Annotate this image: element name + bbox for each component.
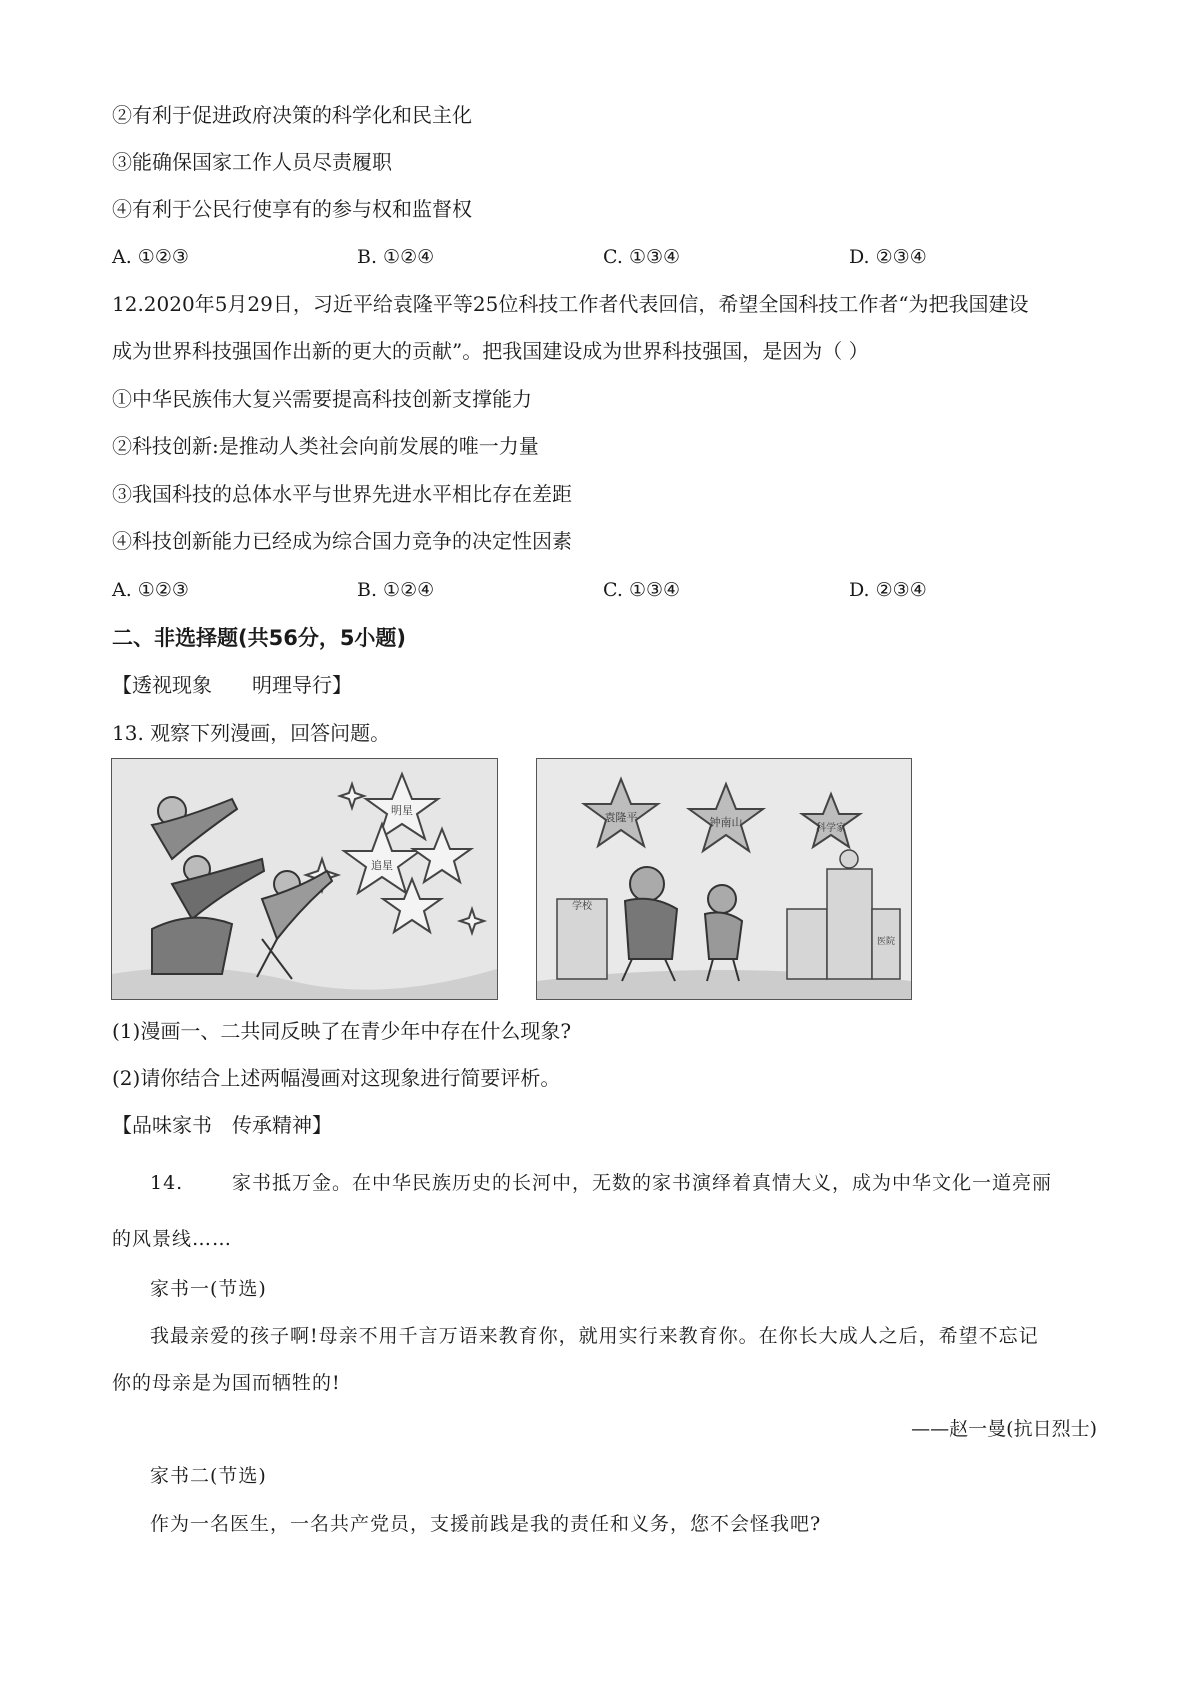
letter-2-title: 家书二(节选) bbox=[150, 1465, 267, 1487]
q14-stem-line-1: 家书抵万金。在中华民族历史的长河中，无数的家书演绎着真情大义，成为中华文化一道亮丽 bbox=[232, 1172, 1053, 1194]
section-tag-2: 【品味家书 传承精神】 bbox=[112, 1113, 332, 1137]
q11-statement-4: ④有利于公民行使享有的参与权和监督权 bbox=[112, 197, 472, 221]
comic-one-label-star: 追星 bbox=[371, 859, 393, 872]
q12-stem-line-2: 成为世界科技强国作出新的更大的贡献”。把我国建设成为世界科技强国，是因为（ ） bbox=[112, 339, 869, 363]
q12-statement-2: ②科技创新:是推动人类社会向前发展的唯一力量 bbox=[112, 434, 539, 458]
q12-option-d: D. ②③④ bbox=[849, 579, 927, 601]
comic-two-label-school: 学校 bbox=[572, 901, 592, 912]
section-tag-1: 【透视现象 明理导行】 bbox=[112, 673, 352, 697]
q11-statement-3: ③能确保国家工作人员尽责履职 bbox=[112, 150, 392, 174]
comic-one-illustration bbox=[112, 759, 497, 999]
comic-two-label-star: 钟南山 bbox=[709, 816, 743, 829]
q12-statement-1: ①中华民族伟大复兴需要提高科技创新支撑能力 bbox=[112, 387, 532, 411]
q13-stem: 13. 观察下列漫画，回答问题。 bbox=[112, 721, 391, 745]
comic-one bbox=[111, 758, 498, 1000]
q11-option-a: A. ①②③ bbox=[112, 246, 189, 268]
letter-1-title: 家书一(节选) bbox=[150, 1278, 267, 1300]
q13-sub-question-1: (1)漫画一、二共同反映了在青少年中存在什么现象? bbox=[112, 1019, 572, 1043]
letter-1-line-1: 我最亲爱的孩子啊!母亲不用千言万语来教育你，就用实行来教育你。在你长大成人之后，希望不忘记 bbox=[150, 1325, 1039, 1347]
q14-stem-line-2: 的风景线…… bbox=[112, 1228, 233, 1250]
q12-statement-4: ④科技创新能力已经成为综合国力竞争的决定性因素 bbox=[112, 529, 572, 553]
q14-number: 14. bbox=[150, 1172, 184, 1194]
q11-option-c: C. ①③④ bbox=[603, 246, 681, 268]
q11-option-d: D. ②③④ bbox=[849, 246, 927, 268]
q11-statement-2: ②有利于促进政府决策的科学化和民主化 bbox=[112, 103, 472, 127]
q12-option-b: B. ①②④ bbox=[357, 579, 435, 601]
comic-two-label-hospital: 医院 bbox=[876, 937, 896, 947]
letter-1-line-2: 你的母亲是为国而牺牲的! bbox=[112, 1372, 341, 1394]
q12-option-a: A. ①②③ bbox=[112, 579, 189, 601]
comic-two bbox=[536, 758, 912, 1000]
comic-two-illustration bbox=[537, 759, 911, 999]
q11-option-b: B. ①②④ bbox=[357, 246, 435, 268]
q12-stem-line-1: 12.2020年5月29日，习近平给袁隆平等25位科技工作者代表回信，希望全国科技工作者“为把我国建设 bbox=[112, 292, 1029, 316]
comic-one-label-star: 明星 bbox=[391, 804, 413, 817]
q13-sub-question-2: (2)请你结合上述两幅漫画对这现象进行简要评析。 bbox=[112, 1066, 561, 1090]
q12-option-c: C. ①③④ bbox=[603, 579, 681, 601]
letter-2-line-1: 作为一名医生，一名共产党员，支援前践是我的责任和义务，您不会怪我吧? bbox=[150, 1513, 822, 1535]
comic-two-label-star: 科学家 bbox=[816, 823, 846, 834]
section-2-heading: 二、非选择题(共56分，5小题) bbox=[112, 626, 407, 650]
letter-1-signature: ——赵一曼(抗日烈士) bbox=[911, 1418, 1097, 1440]
comic-two-label-star: 袁隆平 bbox=[604, 811, 638, 824]
q12-statement-3: ③我国科技的总体水平与世界先进水平相比存在差距 bbox=[112, 482, 572, 506]
